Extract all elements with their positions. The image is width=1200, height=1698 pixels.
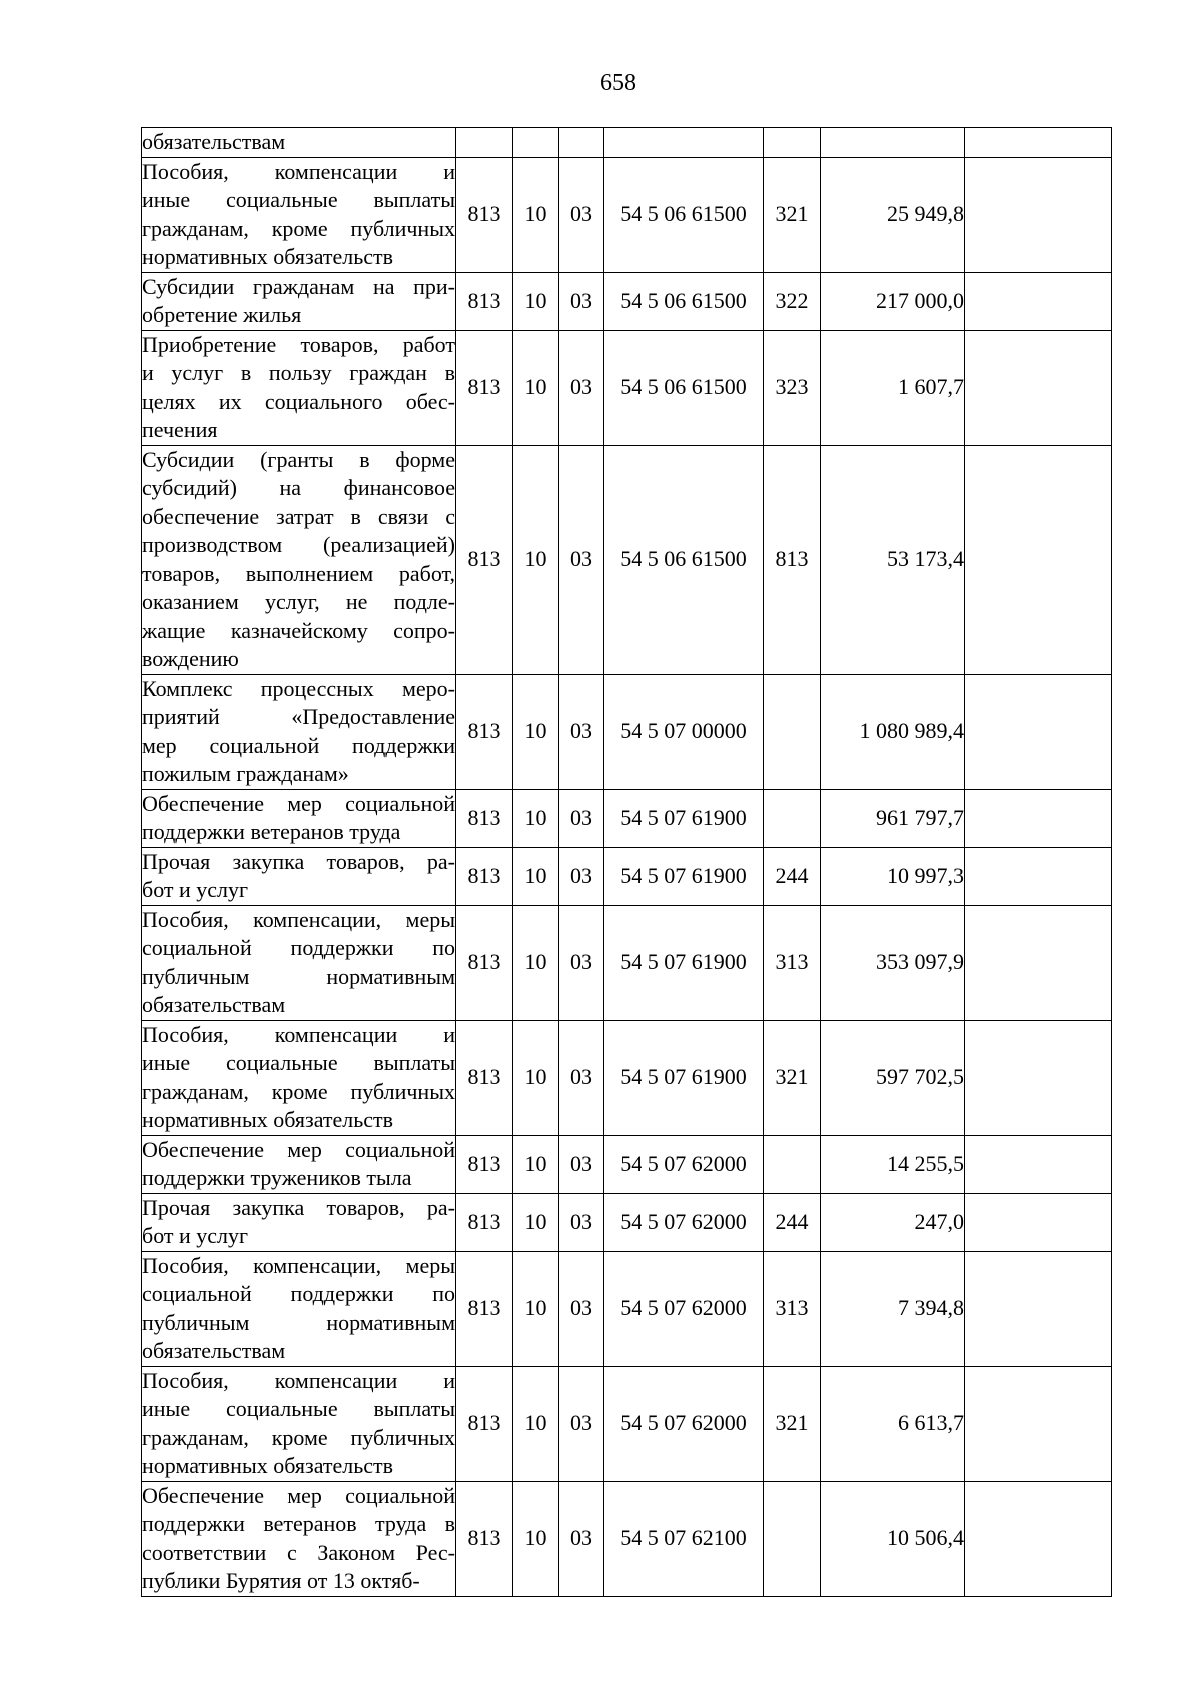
description-cell bbox=[142, 330, 456, 445]
description-line: печения bbox=[142, 417, 218, 442]
target-article-cell: 54 5 07 62000 bbox=[604, 1366, 764, 1481]
amount-cell: 961 797,7 bbox=[821, 789, 965, 847]
subsection-code-cell: 03 bbox=[559, 1366, 604, 1481]
extra-cell bbox=[965, 905, 1112, 1020]
section-code-cell: 10 bbox=[513, 674, 559, 789]
expense-type-cell: 321 bbox=[764, 1020, 821, 1135]
admin-code-cell: 813 bbox=[456, 905, 513, 1020]
amount-cell: 10 506,4 bbox=[821, 1481, 965, 1596]
target-article-cell: 54 5 07 62000 bbox=[604, 1193, 764, 1251]
amount-cell: 10 997,3 bbox=[821, 847, 965, 905]
section-code-cell: 10 bbox=[513, 847, 559, 905]
description-line: и услуг в пользу граждан в bbox=[142, 360, 455, 385]
amount-cell: 353 097,9 bbox=[821, 905, 965, 1020]
description-line: обязательствам bbox=[142, 992, 286, 1017]
amount-cell: 1 607,7 bbox=[821, 330, 965, 445]
expense-type-cell bbox=[764, 128, 821, 158]
extra-cell bbox=[965, 157, 1112, 272]
description-cell bbox=[142, 1135, 456, 1193]
target-article-cell: 54 5 06 61500 bbox=[604, 272, 764, 330]
section-code-cell bbox=[513, 128, 559, 158]
amount-cell: 6 613,7 bbox=[821, 1366, 965, 1481]
extra-cell bbox=[965, 1366, 1112, 1481]
table-body bbox=[142, 128, 1112, 1597]
expense-type-cell bbox=[764, 789, 821, 847]
description-cell bbox=[142, 905, 456, 1020]
description-line: бот и услуг bbox=[142, 877, 249, 902]
description-line: публичным нормативным bbox=[142, 963, 455, 989]
table-row bbox=[142, 128, 1112, 158]
description-cell bbox=[142, 1366, 456, 1481]
description-line: Субсидии (гранты в форме bbox=[142, 446, 455, 472]
description-line: Обеспечение мер социальной bbox=[142, 1136, 455, 1162]
description-line: Пособия, компенсации и bbox=[142, 1367, 455, 1393]
expense-type-cell bbox=[764, 674, 821, 789]
target-article-cell: 54 5 06 61500 bbox=[604, 445, 764, 674]
extra-cell bbox=[965, 789, 1112, 847]
table-row bbox=[142, 330, 1112, 445]
target-article-cell: 54 5 06 61500 bbox=[604, 157, 764, 272]
expense-type-cell: 313 bbox=[764, 1251, 821, 1366]
subsection-code-cell: 03 bbox=[559, 157, 604, 272]
description-line: обязательствам bbox=[142, 1338, 286, 1363]
description-line: социальной поддержки по bbox=[142, 1281, 455, 1306]
description-line: публичным нормативным bbox=[142, 1309, 455, 1335]
admin-code-cell: 813 bbox=[456, 330, 513, 445]
table-row bbox=[142, 157, 1112, 272]
description-line: целях их социального обес- bbox=[142, 388, 455, 414]
target-article-cell: 54 5 06 61500 bbox=[604, 330, 764, 445]
target-article-cell: 54 5 07 61900 bbox=[604, 847, 764, 905]
description-line: товаров, выполнением работ, bbox=[142, 560, 455, 586]
admin-code-cell: 813 bbox=[456, 674, 513, 789]
target-article-cell: 54 5 07 61900 bbox=[604, 905, 764, 1020]
extra-cell bbox=[965, 272, 1112, 330]
extra-cell bbox=[965, 128, 1112, 158]
admin-code-cell: 813 bbox=[456, 1481, 513, 1596]
expense-type-cell: 322 bbox=[764, 272, 821, 330]
description-line: гражданам, кроме публичных bbox=[142, 1078, 455, 1104]
section-code-cell: 10 bbox=[513, 1193, 559, 1251]
description-line: публики Бурятия от 13 октяб- bbox=[142, 1568, 420, 1593]
table-row bbox=[142, 1135, 1112, 1193]
description-line: Пособия, компенсации, меры bbox=[142, 1252, 455, 1278]
description-line: нормативных обязательств bbox=[142, 1453, 394, 1478]
extra-cell bbox=[965, 1481, 1112, 1596]
amount-cell: 217 000,0 bbox=[821, 272, 965, 330]
description-cell bbox=[142, 674, 456, 789]
target-article-cell: 54 5 07 62100 bbox=[604, 1481, 764, 1596]
description-line: вождению bbox=[142, 646, 239, 671]
extra-cell bbox=[965, 674, 1112, 789]
amount-cell: 7 394,8 bbox=[821, 1251, 965, 1366]
expense-type-cell: 813 bbox=[764, 445, 821, 674]
expense-type-cell: 321 bbox=[764, 1366, 821, 1481]
description-line: иные социальные выплаты bbox=[142, 1396, 455, 1421]
description-line: Приобретение товаров, работ bbox=[142, 331, 455, 357]
description-line: субсидий) на финансовое bbox=[142, 475, 455, 500]
description-cell bbox=[142, 1020, 456, 1135]
description-cell bbox=[142, 789, 456, 847]
table-row bbox=[142, 445, 1112, 674]
subsection-code-cell: 03 bbox=[559, 272, 604, 330]
description-line: социальной поддержки по bbox=[142, 935, 455, 960]
description-cell bbox=[142, 1481, 456, 1596]
budget-table bbox=[141, 127, 1112, 1597]
description-line: поддержки ветеранов труда в bbox=[142, 1511, 455, 1536]
subsection-code-cell: 03 bbox=[559, 1135, 604, 1193]
section-code-cell: 10 bbox=[513, 789, 559, 847]
description-cell bbox=[142, 445, 456, 674]
subsection-code-cell: 03 bbox=[559, 789, 604, 847]
description-line: обретение жилья bbox=[142, 302, 302, 327]
target-article-cell: 54 5 07 62000 bbox=[604, 1251, 764, 1366]
section-code-cell: 10 bbox=[513, 1251, 559, 1366]
subsection-code-cell: 03 bbox=[559, 847, 604, 905]
expense-type-cell: 323 bbox=[764, 330, 821, 445]
page-number: 658 bbox=[600, 70, 636, 96]
subsection-code-cell: 03 bbox=[559, 1020, 604, 1135]
subsection-code-cell: 03 bbox=[559, 330, 604, 445]
extra-cell bbox=[965, 445, 1112, 674]
description-cell bbox=[142, 128, 456, 158]
table-row bbox=[142, 905, 1112, 1020]
amount-cell: 597 702,5 bbox=[821, 1020, 965, 1135]
admin-code-cell: 813 bbox=[456, 445, 513, 674]
description-line: Прочая закупка товаров, ра- bbox=[142, 1194, 455, 1220]
target-article-cell: 54 5 07 61900 bbox=[604, 1020, 764, 1135]
description-line: гражданам, кроме публичных bbox=[142, 1424, 455, 1450]
description-cell bbox=[142, 1193, 456, 1251]
expense-type-cell: 244 bbox=[764, 847, 821, 905]
description-line: приятий «Предоставление bbox=[142, 704, 455, 729]
expense-type-cell: 313 bbox=[764, 905, 821, 1020]
description-line: пожилым гражданам» bbox=[142, 761, 349, 786]
admin-code-cell bbox=[456, 128, 513, 158]
description-line: Комплекс процессных меро- bbox=[142, 675, 455, 701]
description-line: поддержки ветеранов труда bbox=[142, 819, 401, 844]
description-line: производством (реализацией) bbox=[142, 532, 455, 557]
amount-cell: 14 255,5 bbox=[821, 1135, 965, 1193]
admin-code-cell: 813 bbox=[456, 1135, 513, 1193]
description-line: соответствии с Законом Рес- bbox=[142, 1539, 455, 1565]
description-line: нормативных обязательств bbox=[142, 1107, 394, 1132]
extra-cell bbox=[965, 847, 1112, 905]
extra-cell bbox=[965, 1251, 1112, 1366]
table-row bbox=[142, 789, 1112, 847]
description-line: иные социальные выплаты bbox=[142, 187, 455, 212]
extra-cell bbox=[965, 1193, 1112, 1251]
section-code-cell: 10 bbox=[513, 1135, 559, 1193]
table-row bbox=[142, 674, 1112, 789]
section-code-cell: 10 bbox=[513, 1020, 559, 1135]
admin-code-cell: 813 bbox=[456, 789, 513, 847]
subsection-code-cell bbox=[559, 128, 604, 158]
table-row bbox=[142, 847, 1112, 905]
description-line: обязательствам bbox=[142, 129, 286, 154]
table-row bbox=[142, 272, 1112, 330]
amount-cell: 1 080 989,4 bbox=[821, 674, 965, 789]
section-code-cell: 10 bbox=[513, 1481, 559, 1596]
description-line: оказанием услуг, не подле- bbox=[142, 589, 455, 614]
extra-cell bbox=[965, 1135, 1112, 1193]
description-line: Пособия, компенсации, меры bbox=[142, 906, 455, 932]
subsection-code-cell: 03 bbox=[559, 445, 604, 674]
description-line: жащие казначейскому сопро- bbox=[142, 617, 455, 643]
admin-code-cell: 813 bbox=[456, 1366, 513, 1481]
subsection-code-cell: 03 bbox=[559, 674, 604, 789]
target-article-cell bbox=[604, 128, 764, 158]
expense-type-cell: 321 bbox=[764, 157, 821, 272]
section-code-cell: 10 bbox=[513, 445, 559, 674]
description-line: мер социальной поддержки bbox=[142, 732, 455, 758]
expense-type-cell bbox=[764, 1135, 821, 1193]
amount-cell bbox=[821, 128, 965, 158]
section-code-cell: 10 bbox=[513, 157, 559, 272]
description-line: Прочая закупка товаров, ра- bbox=[142, 848, 455, 874]
description-line: бот и услуг bbox=[142, 1223, 249, 1248]
subsection-code-cell: 03 bbox=[559, 1481, 604, 1596]
description-line: Обеспечение мер социальной bbox=[142, 790, 455, 816]
admin-code-cell: 813 bbox=[456, 1251, 513, 1366]
table-row bbox=[142, 1020, 1112, 1135]
table-row bbox=[142, 1366, 1112, 1481]
admin-code-cell: 813 bbox=[456, 1193, 513, 1251]
description-line: иные социальные выплаты bbox=[142, 1050, 455, 1075]
description-line: Пособия, компенсации и bbox=[142, 1021, 455, 1047]
admin-code-cell: 813 bbox=[456, 1020, 513, 1135]
section-code-cell: 10 bbox=[513, 272, 559, 330]
amount-cell: 247,0 bbox=[821, 1193, 965, 1251]
amount-cell: 53 173,4 bbox=[821, 445, 965, 674]
table-row bbox=[142, 1193, 1112, 1251]
description-line: Пособия, компенсации и bbox=[142, 158, 455, 184]
description-line: нормативных обязательств bbox=[142, 244, 394, 269]
description-line: Обеспечение мер социальной bbox=[142, 1482, 455, 1508]
table-row bbox=[142, 1251, 1112, 1366]
amount-cell: 25 949,8 bbox=[821, 157, 965, 272]
admin-code-cell: 813 bbox=[456, 272, 513, 330]
expense-type-cell: 244 bbox=[764, 1193, 821, 1251]
target-article-cell: 54 5 07 61900 bbox=[604, 789, 764, 847]
subsection-code-cell: 03 bbox=[559, 905, 604, 1020]
section-code-cell: 10 bbox=[513, 1366, 559, 1481]
description-cell bbox=[142, 1251, 456, 1366]
admin-code-cell: 813 bbox=[456, 157, 513, 272]
description-line: обеспечение затрат в связи с bbox=[142, 503, 455, 529]
description-cell bbox=[142, 157, 456, 272]
subsection-code-cell: 03 bbox=[559, 1193, 604, 1251]
expense-type-cell bbox=[764, 1481, 821, 1596]
description-cell bbox=[142, 847, 456, 905]
section-code-cell: 10 bbox=[513, 330, 559, 445]
table-row bbox=[142, 1481, 1112, 1596]
extra-cell bbox=[965, 330, 1112, 445]
target-article-cell: 54 5 07 00000 bbox=[604, 674, 764, 789]
description-line: Субсидии гражданам на при- bbox=[142, 273, 455, 299]
description-line: гражданам, кроме публичных bbox=[142, 215, 455, 241]
section-code-cell: 10 bbox=[513, 905, 559, 1020]
admin-code-cell: 813 bbox=[456, 847, 513, 905]
description-line: поддержки тружеников тыла bbox=[142, 1165, 412, 1190]
extra-cell bbox=[965, 1020, 1112, 1135]
description-cell bbox=[142, 272, 456, 330]
target-article-cell: 54 5 07 62000 bbox=[604, 1135, 764, 1193]
subsection-code-cell: 03 bbox=[559, 1251, 604, 1366]
